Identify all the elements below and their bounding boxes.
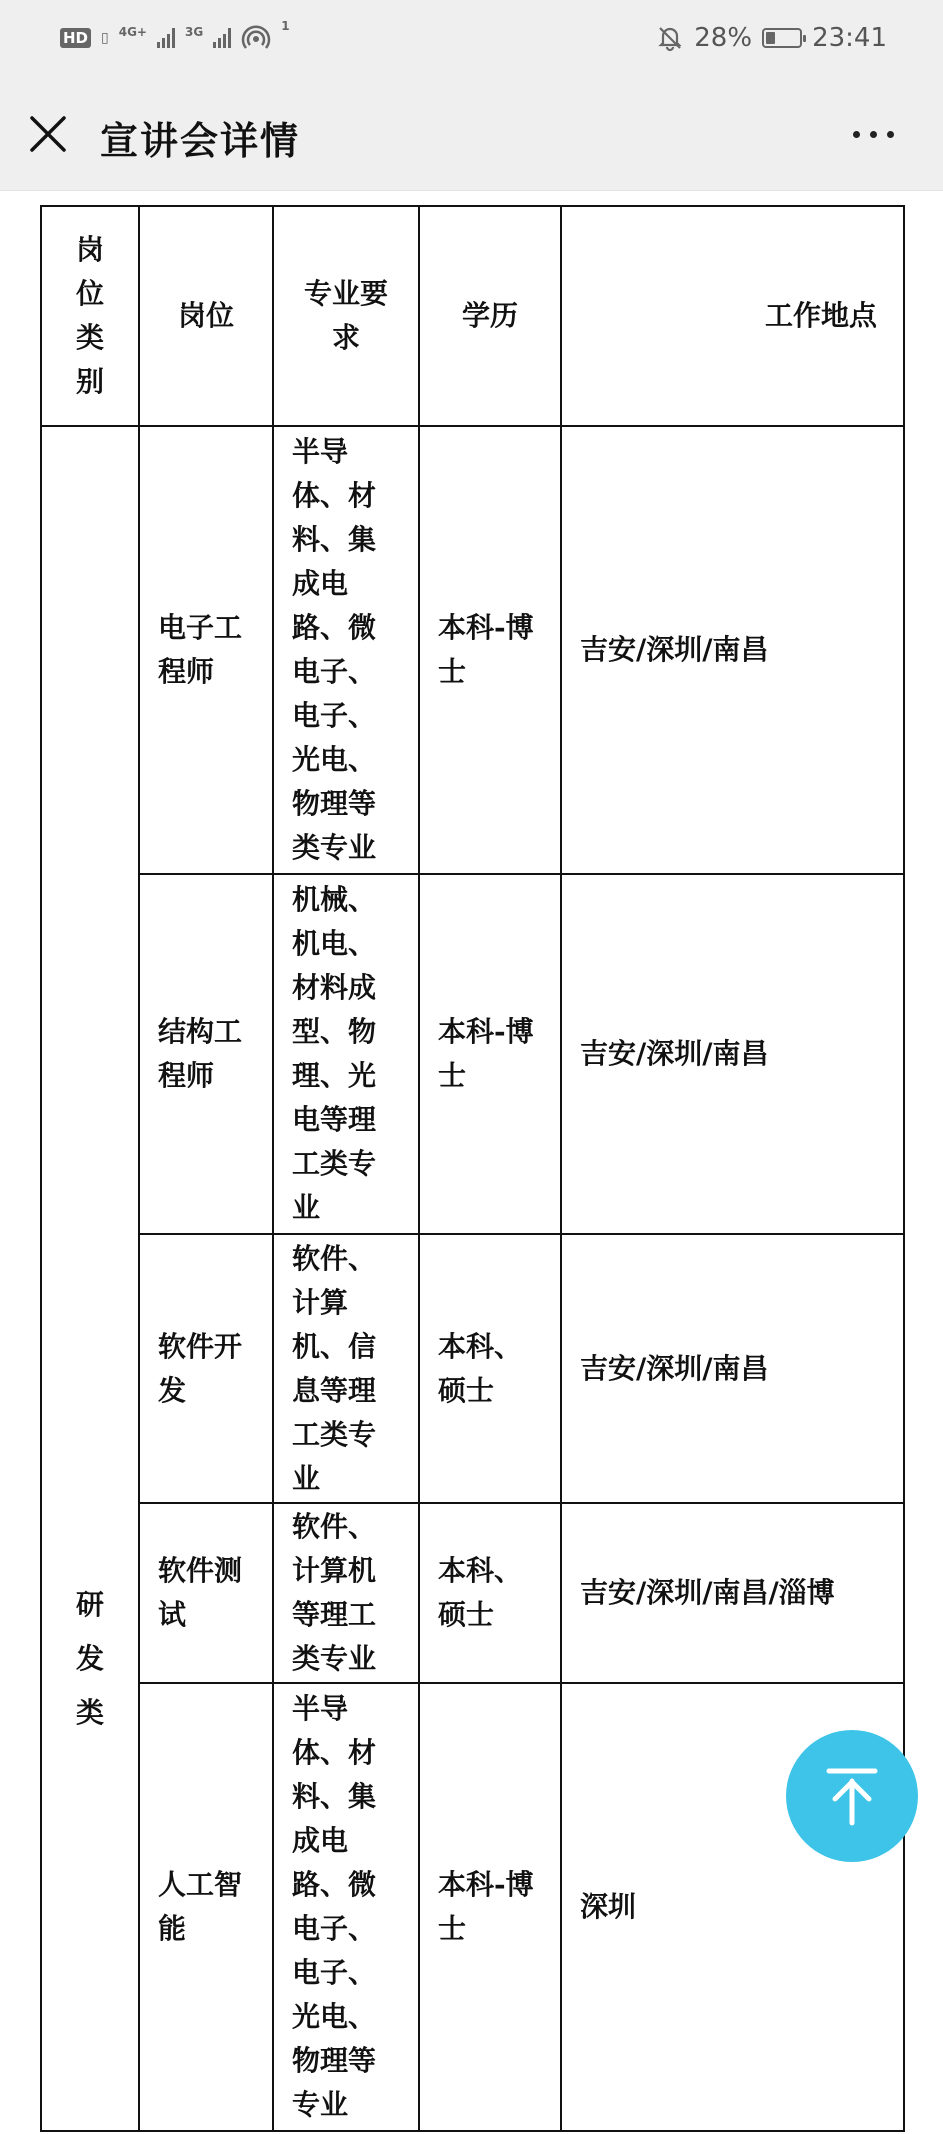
degree-cell: 本科-博士: [419, 874, 561, 1234]
table-header-row: [41, 206, 904, 426]
degree-cell: 本科-博士: [419, 1683, 561, 2131]
table-row: [41, 874, 904, 1234]
status-bar-left: [60, 18, 290, 58]
position-cell: 人工智能: [139, 1683, 273, 2131]
more-icon: [887, 131, 894, 138]
header-location: 工作地点: [561, 206, 904, 426]
close-icon: [26, 112, 70, 156]
header-position: 岗位: [139, 206, 273, 426]
clock: 23:41: [812, 23, 887, 53]
position-cell: 结构工程师: [139, 874, 273, 1234]
page-title: 宣讲会详情: [100, 118, 301, 163]
more-icon: [853, 131, 860, 138]
table-row: [41, 1503, 904, 1683]
location-cell: 吉安/深圳/南昌/淄博: [561, 1503, 904, 1683]
back-to-top-button[interactable]: [786, 1730, 918, 1862]
table-row: [41, 1234, 904, 1503]
header-degree: 学历: [419, 206, 561, 426]
location-cell: 深圳: [561, 1683, 904, 2131]
position-cell: 软件开发: [139, 1234, 273, 1503]
major-cell: 半导体、材料、集成电路、微电子、电子、光电、物理等专业: [273, 1683, 419, 2131]
nav-bar: [0, 78, 943, 191]
position-cell: 电子工程师: [139, 426, 273, 874]
close-button[interactable]: [26, 112, 70, 156]
battery-percent: 28%: [694, 23, 753, 53]
location-cell: 吉安/深圳/南昌: [561, 426, 904, 874]
notifications-muted-icon: [656, 24, 684, 52]
header-major: 专业要求: [273, 206, 419, 426]
sim1-network-label: 4G+: [118, 25, 147, 39]
hd-badge: HD: [60, 28, 91, 48]
major-cell: 软件、计算机、信息等理工类专业: [273, 1234, 419, 1503]
degree-cell: 本科、硕士: [419, 1234, 561, 1503]
arrow-up-to-top-icon: [817, 1761, 887, 1831]
signal-strength-icon: [157, 28, 175, 48]
positions-table: [40, 205, 905, 2132]
major-cell: 机械、机电、材料成型、物理、光电等理工类专业: [273, 874, 419, 1234]
location-cell: 吉安/深圳/南昌: [561, 1234, 904, 1503]
position-cell: 软件测试: [139, 1503, 273, 1683]
signal-strength-icon: [213, 28, 231, 48]
degree-cell: 本科、硕士: [419, 1503, 561, 1683]
hotspot-count: 1: [281, 19, 290, 33]
more-icon: [870, 131, 877, 138]
table-row: [41, 426, 904, 874]
battery-level-fill: [766, 32, 775, 44]
category-label: 研发类: [75, 1587, 104, 1729]
status-bar: [0, 0, 943, 78]
table-row: [41, 1683, 904, 2131]
header-category: 岗位类别: [41, 206, 139, 426]
status-bar-right: [656, 20, 887, 56]
major-cell: 半导体、材料、集成电路、微电子、电子、光电、物理等类专业: [273, 426, 419, 874]
battery-icon: [762, 28, 802, 48]
degree-cell: 本科-博士: [419, 426, 561, 874]
category-cell: [41, 426, 139, 2131]
location-cell: 吉安/深圳/南昌: [561, 874, 904, 1234]
hotspot-icon: [241, 23, 271, 53]
sim2-network-label: 3G: [185, 25, 204, 39]
volte-indicator: ▯: [101, 30, 109, 46]
major-cell: 软件、计算机等理工类专业: [273, 1503, 419, 1683]
article-content[interactable]: [0, 191, 943, 2134]
more-button[interactable]: [853, 124, 903, 144]
